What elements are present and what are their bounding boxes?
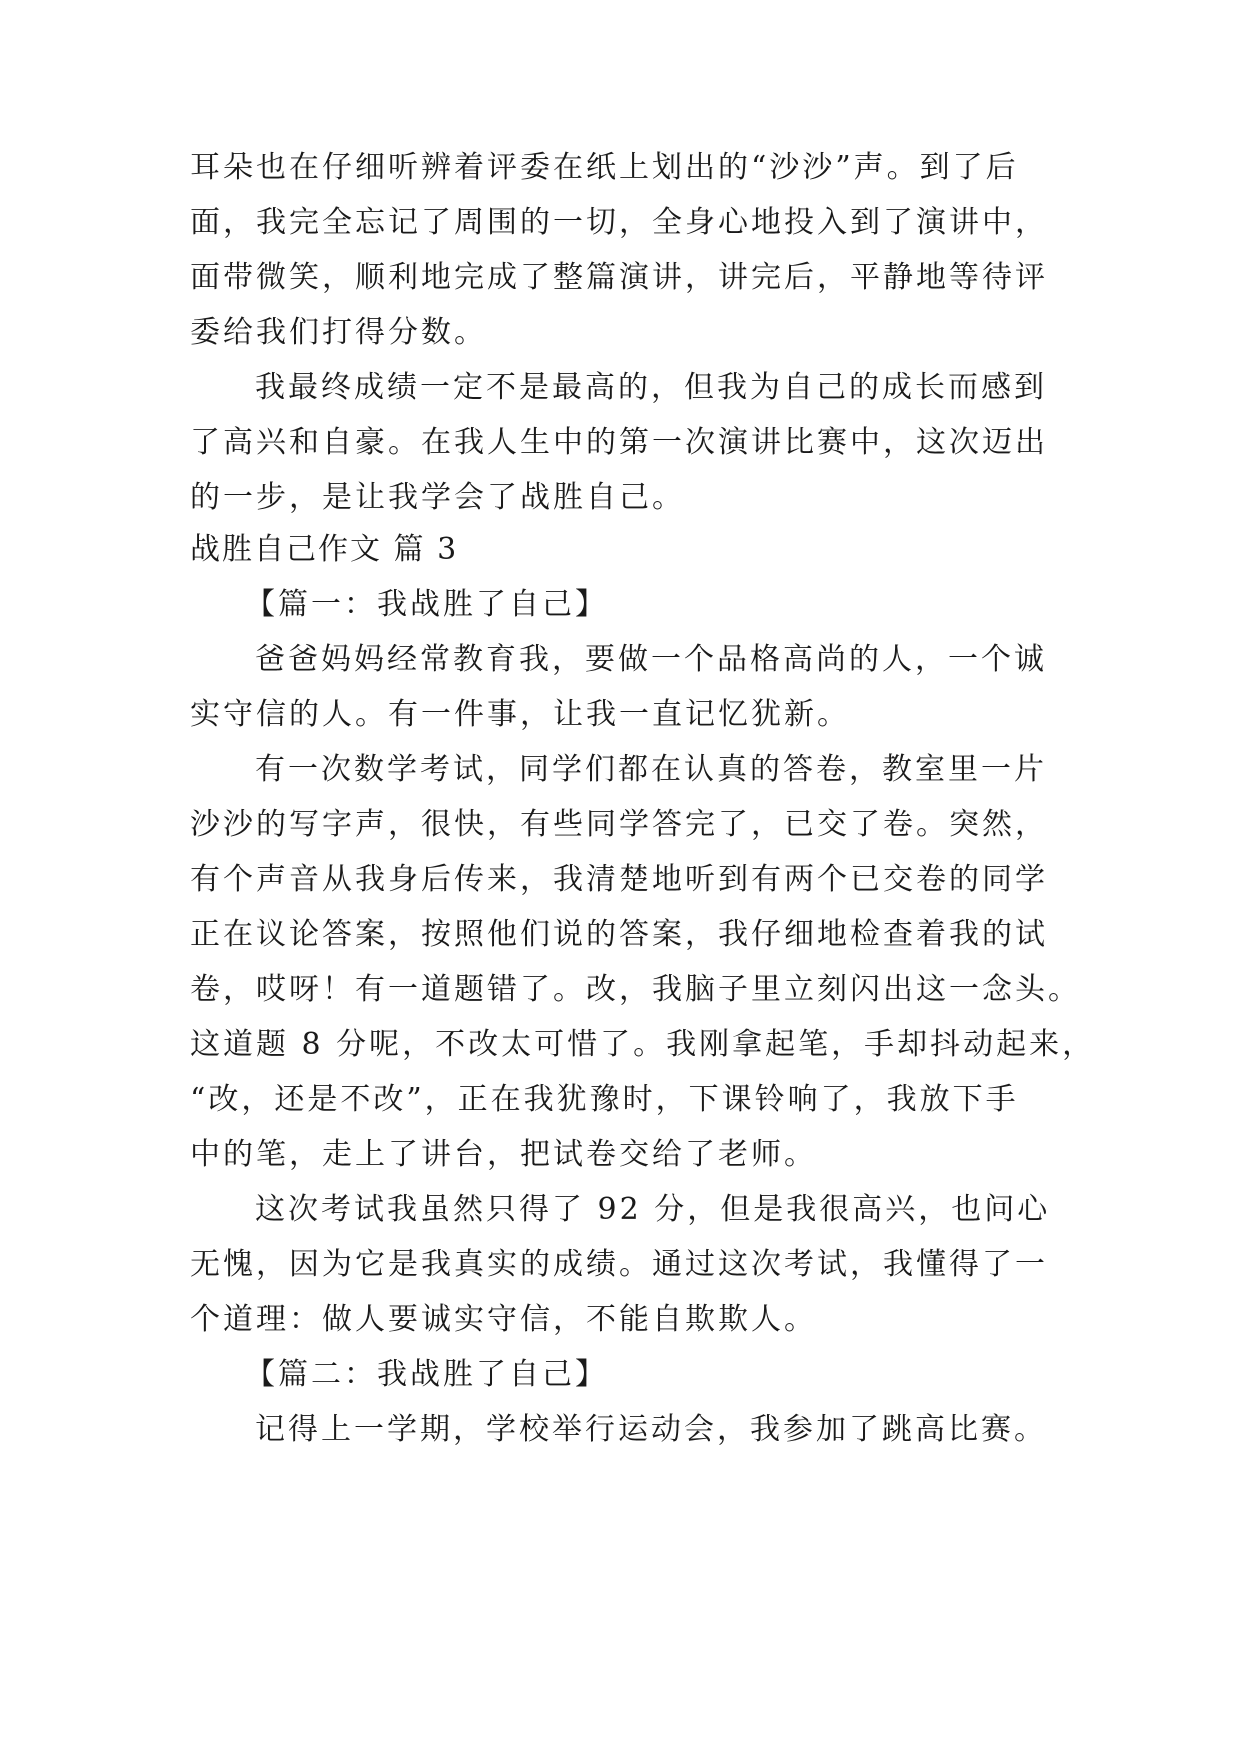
paragraph-line: 我最终成绩一定不是最高的，但我为自己的成长而感到 [255, 370, 1047, 405]
paragraph-line: 面，我完全忘记了周围的一切，全身心地投入到了演讲中， [190, 205, 1048, 240]
section-heading: 战胜自己作文 篇 3 [190, 532, 459, 567]
paragraph-line: 委给我们打得分数。 [190, 315, 487, 350]
paragraph-line: 有个声音从我身后传来，我清楚地听到有两个已交卷的同学 [190, 862, 1048, 897]
paragraph-line: 个道理：做人要诚实守信，不能自欺欺人。 [190, 1302, 817, 1337]
paragraph-line: 面带微笑，顺利地完成了整篇演讲，讲完后，平静地等待评 [190, 260, 1048, 295]
paragraph-line: 了高兴和自豪。在我人生中的第一次演讲比赛中，这次迈出 [190, 425, 1048, 460]
paragraph-line: 的一步，是让我学会了战胜自己。 [190, 480, 685, 515]
subsection-title: 【篇二：我战胜了自己】 [245, 1357, 608, 1392]
subsection-title: 【篇一：我战胜了自己】 [245, 587, 608, 622]
paragraph-line: 无愧，因为它是我真实的成绩。通过这次考试，我懂得了一 [190, 1247, 1048, 1282]
paragraph-line: 耳朵也在仔细听辨着评委在纸上划出的“沙沙”声。到了后 [190, 150, 1019, 185]
paragraph-line: 爸爸妈妈经常教育我，要做一个品格高尚的人，一个诚 [255, 642, 1047, 677]
paragraph-line: 这次考试我虽然只得了 92 分，但是我很高兴，也问心 [255, 1192, 1051, 1227]
paragraph-line: 这道题 8 分呢，不改太可惜了。我刚拿起笔，手却抖动起来， [190, 1027, 1096, 1062]
paragraph-line: 记得上一学期，学校举行运动会，我参加了跳高比赛。 [255, 1412, 1047, 1447]
paragraph-line: “改，还是不改”，正在我犹豫时，下课铃响了，我放下手 [190, 1082, 1019, 1117]
paragraph-line: 卷，哎呀！有一道题错了。改，我脑子里立刻闪出这一念头。 [190, 972, 1081, 1007]
paragraph-line: 正在议论答案，按照他们说的答案，我仔细地检查着我的试 [190, 917, 1048, 952]
paragraph-line: 实守信的人。有一件事，让我一直记忆犹新。 [190, 697, 850, 732]
paragraph-line: 中的笔，走上了讲台，把试卷交给了老师。 [190, 1137, 817, 1172]
paragraph-line: 有一次数学考试，同学们都在认真的答卷，教室里一片 [255, 752, 1047, 787]
paragraph-line: 沙沙的写字声，很快，有些同学答完了，已交了卷。突然， [190, 807, 1048, 842]
